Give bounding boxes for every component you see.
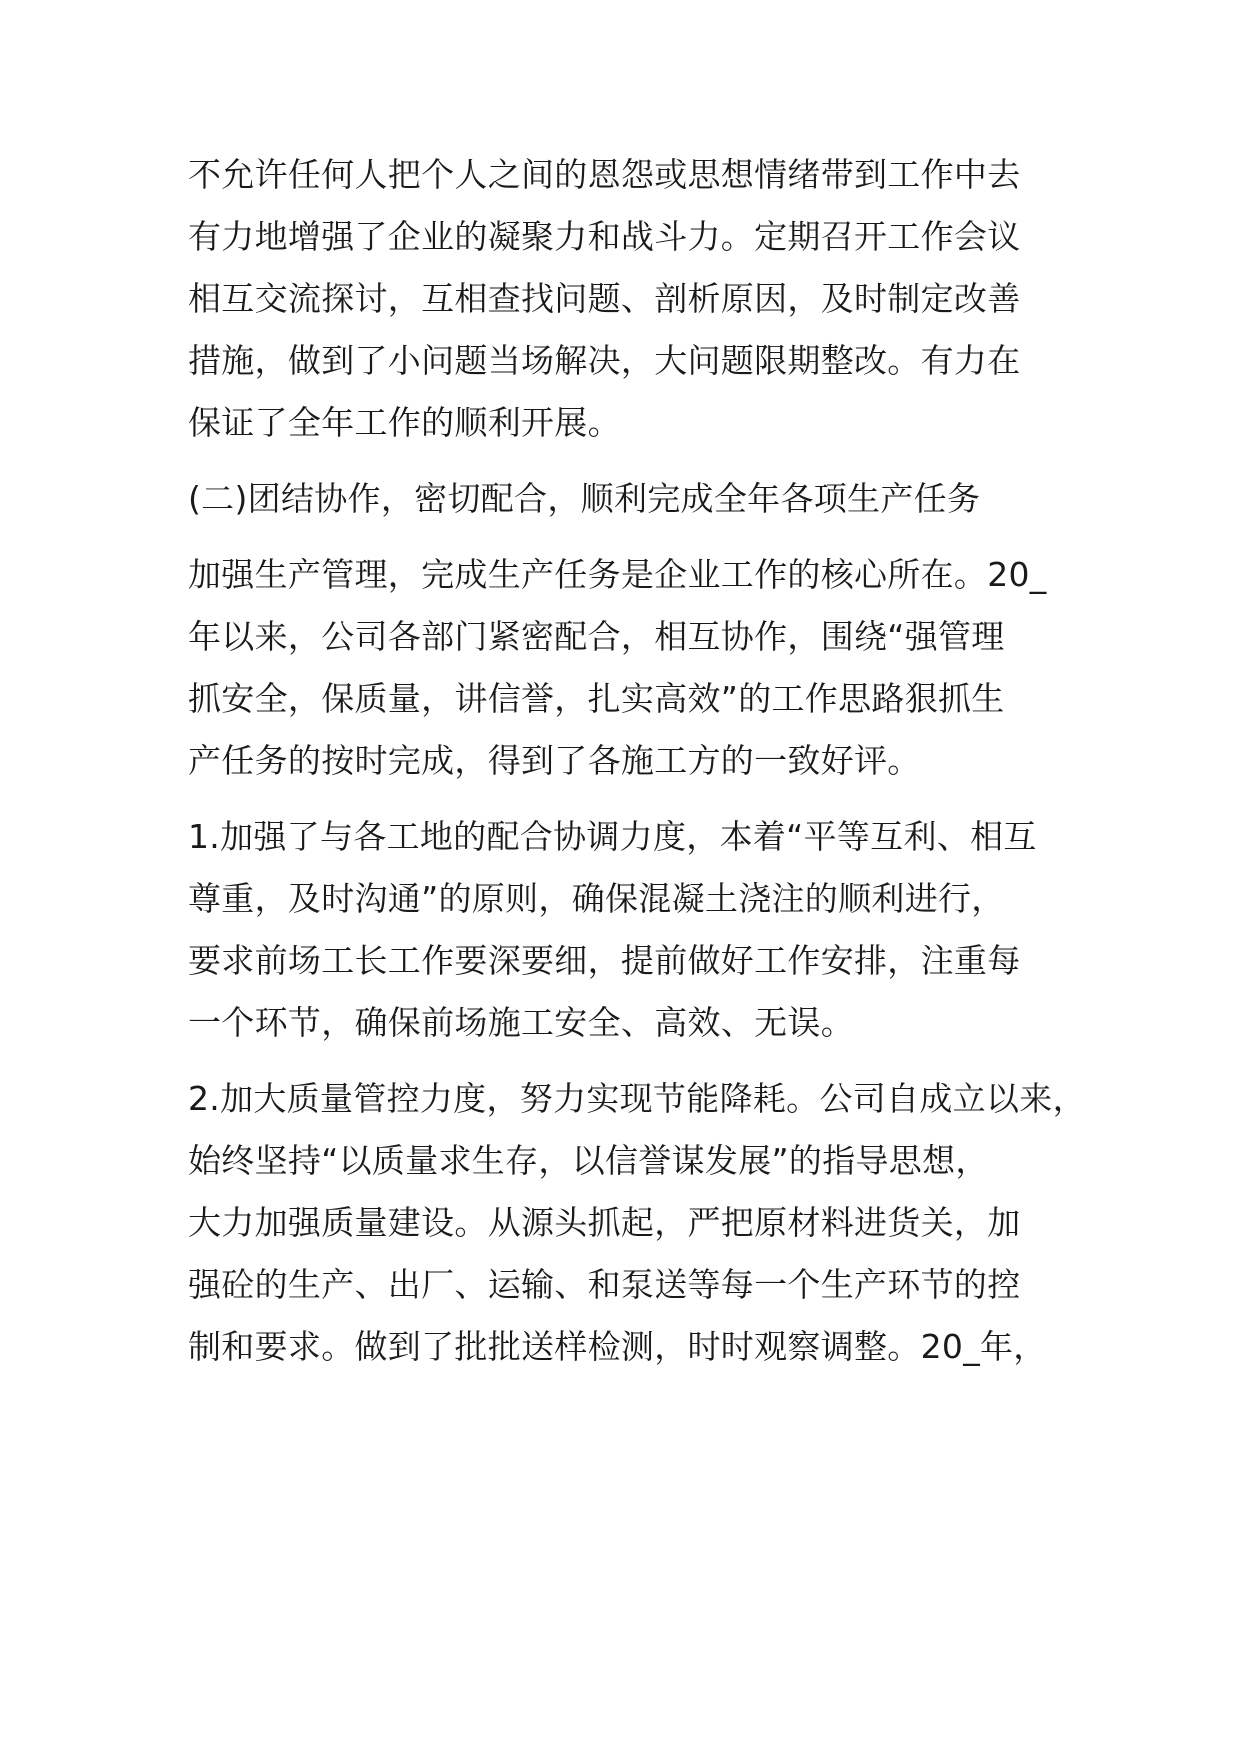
paragraph-5-line-1: 2.加大质量管控力度，努力实现节能降耗。公司自成立以来，	[188, 1079, 1086, 1118]
paragraph-4-line-1: 1.加强了与各工地的配合协调力度，本着“平等互利、相互	[188, 817, 1037, 856]
paragraph-1-line-3: 相互交流探讨，互相查找问题、剖析原因，及时制定改善	[188, 279, 1021, 318]
paragraph-3-line-1: 加强生产管理，完成生产任务是企业工作的核心所在。20_	[188, 555, 1047, 594]
paragraph-4-line-2: 尊重，及时沟通”的原则，确保混凝土浇注的顺利进行，	[188, 879, 1005, 918]
paragraph-5-line-3: 大力加强质量建设。从源头抓起，严把原材料进货关，加	[188, 1203, 1021, 1242]
paragraph-3-line-2: 年以来，公司各部门紧密配合，相互协作，围绕“强管理	[188, 617, 1005, 656]
paragraph-1-line-4: 措施，做到了小问题当场解决，大问题限期整改。有力在	[188, 341, 1021, 380]
paragraph-1-line-2: 有力地增强了企业的凝聚力和战斗力。定期召开工作会议	[188, 217, 1021, 256]
paragraph-1-line-5: 保证了全年工作的顺利开展。	[188, 403, 621, 442]
paragraph-3-line-4: 产任务的按时完成，得到了各施工方的一致好评。	[188, 741, 921, 780]
paragraph-5-line-5: 制和要求。做到了批批送样检测，时时观察调整。20_年，	[188, 1327, 1047, 1366]
paragraph-4-line-3: 要求前场工长工作要深要细，提前做好工作安排，注重每	[188, 941, 1021, 980]
paragraph-5-line-2: 始终坚持“以质量求生存，以信誉谋发展”的指导思想，	[188, 1141, 989, 1180]
paragraph-5-line-4: 强砼的生产、出厂、运输、和泵送等每一个生产环节的控	[188, 1265, 1021, 1304]
paragraph-1-line-1: 不允许任何人把个人之间的恩怨或思想情绪带到工作中去	[188, 155, 1021, 194]
paragraph-4-line-4: 一个环节，确保前场施工安全、高效、无误。	[188, 1003, 854, 1042]
paragraph-3-line-3: 抓安全，保质量，讲信誉，扎实高效”的工作思路狠抓生	[188, 679, 1005, 718]
section-heading: (二)团结协作，密切配合，顺利完成全年各项生产任务	[188, 479, 981, 518]
